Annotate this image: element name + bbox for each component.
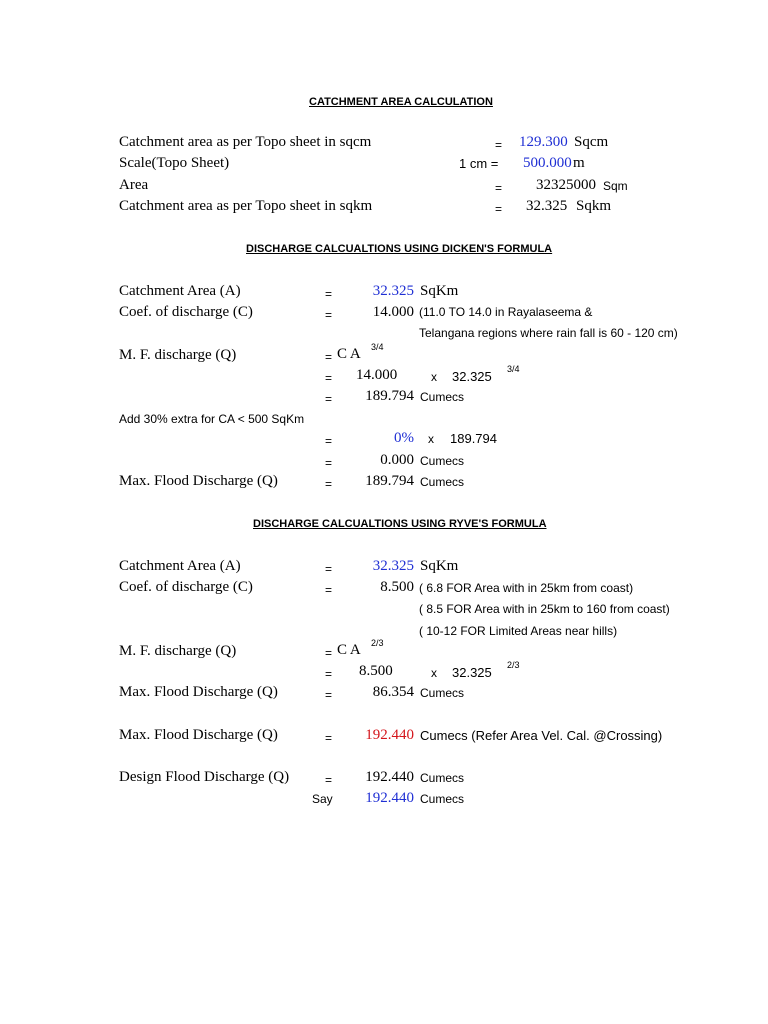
equals-sign: = bbox=[325, 667, 333, 681]
scale-equals: 1 cm = bbox=[459, 156, 499, 171]
result-value: 189.794 bbox=[365, 388, 414, 404]
row-label: Catchment area as per Topo sheet in sqcm bbox=[119, 134, 372, 150]
calc-coef: 14.000 bbox=[356, 367, 398, 383]
row-label: Catchment area as per Topo sheet in sqkm bbox=[119, 198, 373, 214]
unit-label: Sqcm bbox=[574, 134, 609, 150]
unit-label: Sqm bbox=[603, 179, 628, 193]
coef-value[interactable]: 14.000 bbox=[372, 304, 414, 320]
calc-exponent: 2/3 bbox=[507, 660, 520, 670]
equals-sign: = bbox=[495, 181, 503, 195]
equals-sign: = bbox=[325, 371, 333, 385]
max-flood-value: 86.354 bbox=[372, 684, 414, 700]
unit-label: Cumecs bbox=[420, 475, 465, 489]
formula-exponent: 3/4 bbox=[371, 342, 384, 352]
calc-coef: 8.500 bbox=[359, 663, 393, 679]
percent-value[interactable]: 0% bbox=[394, 430, 414, 446]
equals-sign: = bbox=[325, 477, 333, 491]
percent-base: 189.794 bbox=[450, 431, 497, 446]
equals-sign: = bbox=[325, 731, 333, 745]
equals-sign: = bbox=[325, 392, 333, 406]
max-flood-label: Max. Flood Discharge (Q) bbox=[119, 684, 278, 700]
equals-sign: = bbox=[325, 287, 333, 301]
computed-value: 32325000 bbox=[536, 177, 596, 193]
section-title-ryve: DISCHARGE CALCUALTIONS USING RYVE'S FORMULA bbox=[253, 518, 547, 530]
equals-sign: = bbox=[325, 350, 333, 364]
multiply-sign: x bbox=[431, 666, 437, 680]
equals-sign: = bbox=[325, 434, 333, 448]
input-value[interactable]: 500.000 bbox=[523, 155, 572, 171]
coef-note: ( 8.5 FOR Area with in 25km to 160 from coast) bbox=[419, 602, 670, 616]
coef-note: Telangana regions where rain fall is 60 - 120 cm) bbox=[419, 326, 678, 340]
max-flood-label: Max. Flood Discharge (Q) bbox=[119, 727, 278, 743]
catchment-area-value: 32.325 bbox=[372, 558, 414, 574]
calc-area: 32.325 bbox=[452, 665, 492, 680]
calc-exponent: 3/4 bbox=[507, 364, 520, 374]
unit-label: Cumecs bbox=[420, 792, 465, 806]
equals-sign: = bbox=[325, 688, 333, 702]
equals-sign: = bbox=[325, 773, 333, 787]
unit-label: Cumecs bbox=[420, 390, 465, 404]
equals-sign: = bbox=[495, 138, 503, 152]
catchment-area-label: Catchment Area (A) bbox=[119, 558, 241, 574]
unit-label: Sqkm bbox=[576, 198, 612, 214]
formula: C A bbox=[337, 642, 361, 658]
mf-discharge-label: M. F. discharge (Q) bbox=[119, 347, 237, 363]
equals-sign: = bbox=[325, 562, 333, 576]
equals-sign: = bbox=[495, 202, 503, 216]
mf-discharge-label: M. F. discharge (Q) bbox=[119, 643, 237, 659]
unit-label: Cumecs bbox=[420, 454, 465, 468]
say-value: 192.440 bbox=[365, 790, 414, 806]
input-value[interactable]: 129.300 bbox=[519, 134, 568, 150]
formula-exponent: 2/3 bbox=[371, 638, 384, 648]
say-label: Say bbox=[312, 792, 333, 806]
design-flood-label: Design Flood Discharge (Q) bbox=[119, 769, 290, 785]
max-flood-value: 189.794 bbox=[365, 473, 414, 489]
coef-note: ( 10-12 FOR Limited Areas near hills) bbox=[419, 624, 618, 638]
coef-label: Coef. of discharge (C) bbox=[119, 304, 253, 320]
unit-label: Cumecs (Refer Area Vel. Cal. @Crossing) bbox=[420, 728, 663, 743]
extra-note: Add 30% extra for CA < 500 SqKm bbox=[119, 412, 305, 426]
unit-label: SqKm bbox=[420, 283, 459, 299]
multiply-sign: x bbox=[428, 432, 434, 446]
design-flood-value: 192.440 bbox=[365, 769, 414, 785]
formula: C A bbox=[337, 346, 361, 362]
equals-sign: = bbox=[325, 646, 333, 660]
adopted-flood-value[interactable]: 192.440 bbox=[365, 727, 414, 743]
unit-label: m bbox=[573, 155, 585, 171]
row-label: Scale(Topo Sheet) bbox=[119, 155, 230, 171]
row-label: Area bbox=[119, 177, 149, 193]
equals-sign: = bbox=[325, 456, 333, 470]
equals-sign: = bbox=[325, 308, 333, 322]
calc-area: 32.325 bbox=[452, 369, 492, 384]
max-flood-label: Max. Flood Discharge (Q) bbox=[119, 473, 278, 489]
section-title-dicken: DISCHARGE CALCUALTIONS USING DICKEN'S FORMULA bbox=[246, 243, 553, 255]
coef-note: ( 6.8 FOR Area with in 25km from coast) bbox=[419, 581, 634, 595]
computed-value: 32.325 bbox=[526, 198, 568, 214]
coef-note: (11.0 TO 14.0 in Rayalaseema & bbox=[419, 305, 593, 319]
coef-value[interactable]: 8.500 bbox=[380, 579, 414, 595]
section-title-catchment: CATCHMENT AREA CALCULATION bbox=[309, 96, 493, 108]
equals-sign: = bbox=[325, 583, 333, 597]
coef-label: Coef. of discharge (C) bbox=[119, 579, 253, 595]
multiply-sign: x bbox=[431, 370, 437, 384]
extra-value: 0.000 bbox=[380, 452, 414, 468]
unit-label: SqKm bbox=[420, 558, 459, 574]
catchment-area-label: Catchment Area (A) bbox=[119, 283, 241, 299]
unit-label: Cumecs bbox=[420, 686, 465, 700]
catchment-area-value: 32.325 bbox=[372, 283, 414, 299]
unit-label: Cumecs bbox=[420, 771, 465, 785]
